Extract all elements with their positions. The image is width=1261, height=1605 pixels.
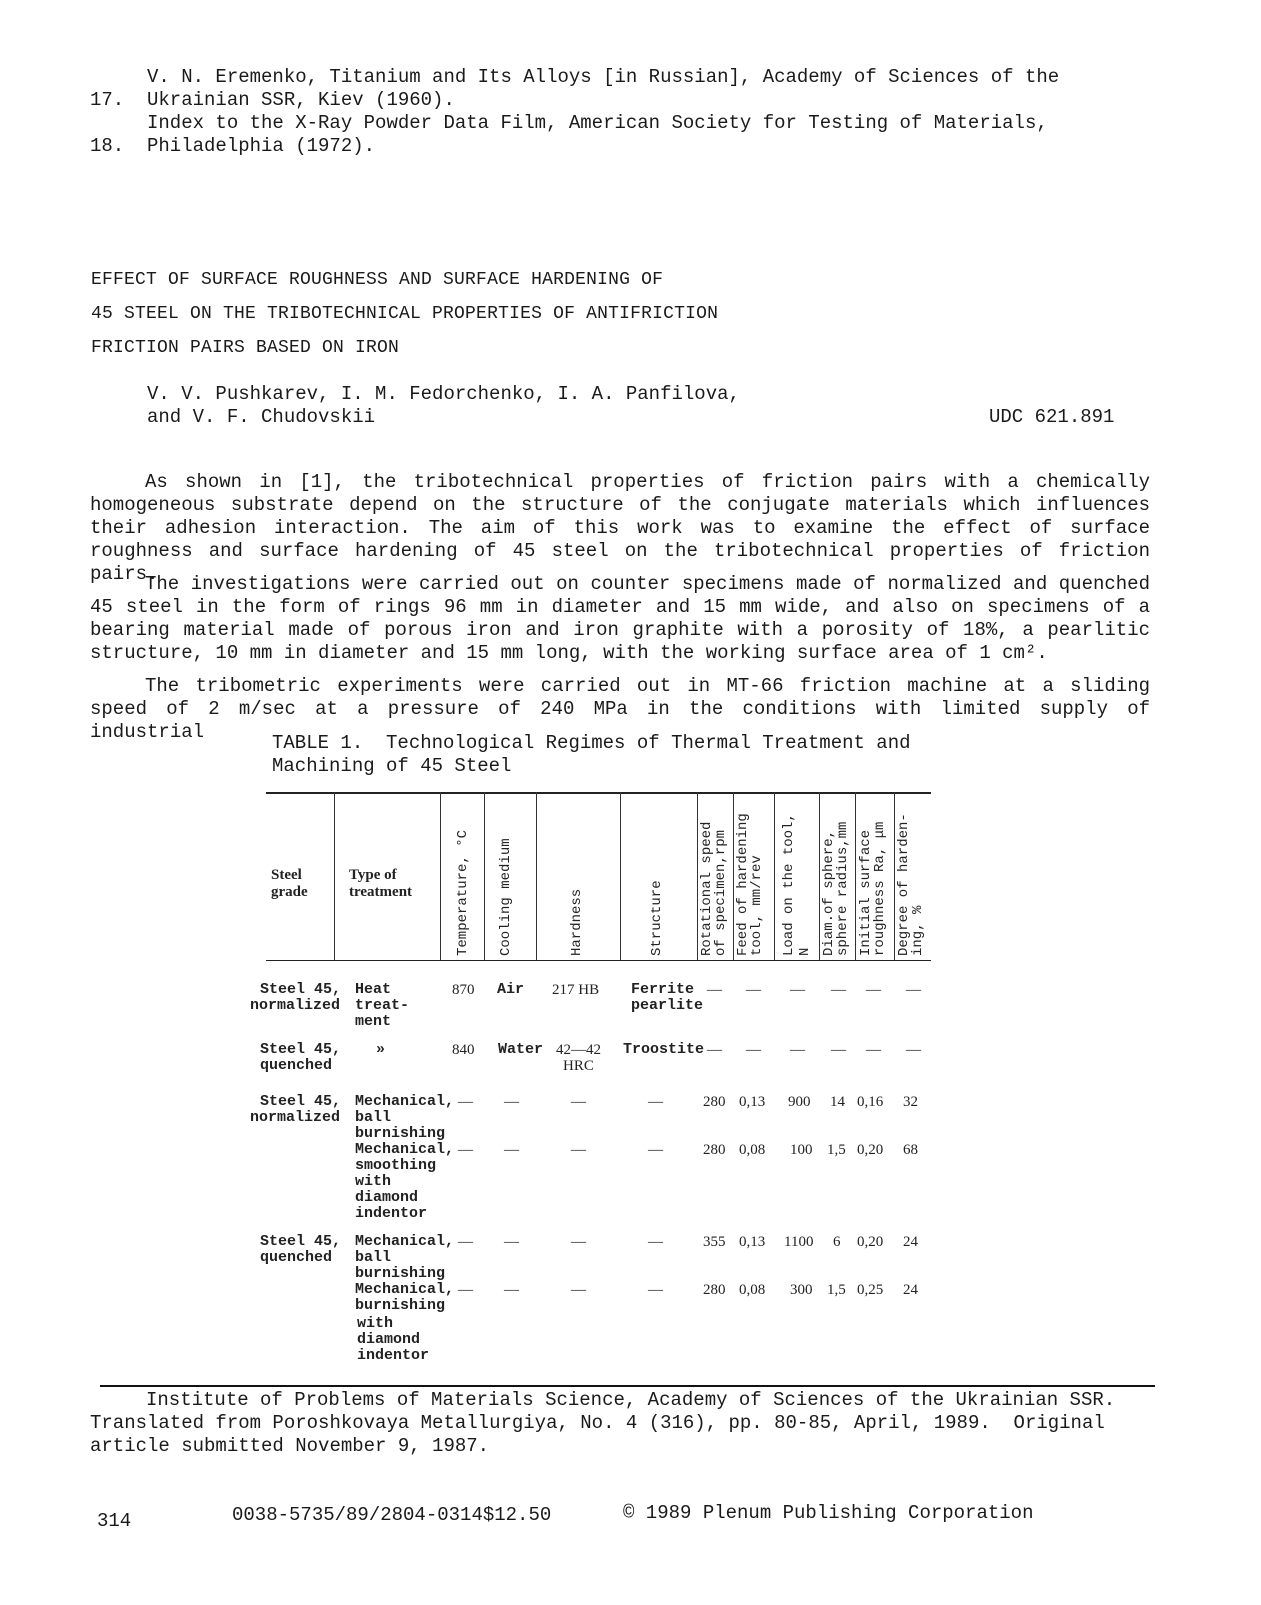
table-cell: 100: [790, 1142, 813, 1158]
table-cell: —: [831, 982, 846, 998]
table-cell: —: [571, 1234, 586, 1250]
table-cell: Mechanical,: [355, 1233, 455, 1250]
header-hardening-degree: ing, %: [910, 905, 926, 956]
table-cell: grade: [271, 884, 308, 900]
paragraph-text: The investigations were carried out on counter specimens made of normalized and quenched 45 steel in the form of rings 96 mm in diameter and 15 mm wide, and also on specimens of a bearing material made of porous iron and iron graphite with a porosity of 18%, a pearlitic structure, 10 mm in diameter and 15 mm long, with the working surface area of 1 cm².: [90, 573, 1150, 664]
table-cell: diamond: [357, 1331, 421, 1348]
table-top-rule: [266, 792, 931, 794]
table-cell: —: [648, 1142, 663, 1158]
header-roughness: Initial surface: [858, 829, 874, 956]
table-cell: Steel 45,: [260, 1233, 342, 1250]
table-cell: —: [504, 1234, 519, 1250]
header-rotational-speed: of specimen,rpm: [713, 829, 729, 956]
paragraph: [90, 573, 1150, 665]
paragraph: [90, 471, 1150, 586]
table-cell: —: [648, 1282, 663, 1298]
page-number: 314: [97, 1510, 132, 1532]
table-cell: Steel 45,: [260, 1041, 342, 1058]
table-cell: Mechanical,: [355, 1141, 455, 1158]
header-sphere-diameter: sphere radius,mm: [835, 821, 851, 956]
footnote-line: Institute of Problems of Materials Science, Academy of Sciences of the Ukrainian SSR.: [146, 1389, 1116, 1411]
header-load: N: [797, 947, 813, 956]
header-temperature: Temperature, °C: [455, 829, 471, 956]
table-cell: 0,20: [857, 1234, 884, 1250]
table-cell: ment: [355, 1013, 392, 1030]
table-cell: pearlite: [631, 997, 704, 1014]
table-cell: —: [504, 1142, 519, 1158]
table-cell: Steel 45,: [260, 981, 342, 998]
table-cell: 280: [703, 1094, 726, 1110]
header-treatment-type: [349, 885, 412, 900]
column-divider: [733, 792, 734, 960]
authors-line: V. V. Pushkarev, I. M. Fedorchenko, I. A. Panfilova,: [147, 383, 740, 405]
table-cell: Ferrite: [631, 981, 695, 998]
table-caption-line: TABLE 1. Technological Regimes of Thermal Treatment and: [272, 732, 911, 754]
table-cell: —: [504, 1282, 519, 1298]
table-cell: burnishing: [355, 1265, 446, 1282]
table-cell: ball: [355, 1109, 392, 1126]
table-cell: 0,13: [739, 1234, 766, 1250]
table-cell: 0,08: [739, 1142, 766, 1158]
header-steel-grade: [271, 868, 302, 883]
table-cell: 42—42: [556, 1042, 601, 1058]
header-feed: tool, mm/rev: [749, 855, 765, 956]
column-divider: [620, 792, 621, 960]
column-divider: [819, 792, 820, 960]
table-cell: 24: [903, 1282, 918, 1298]
table-cell: quenched: [260, 1249, 333, 1266]
reference-text-line: Philadelphia (1972).: [147, 135, 376, 157]
header-treatment-type: [349, 868, 397, 883]
table-cell: 24: [903, 1234, 918, 1250]
table-cell: 32: [903, 1094, 918, 1110]
reference-text-line: Ukrainian SSR, Kiev (1960).: [147, 89, 455, 111]
article-title-line: EFFECT OF SURFACE ROUGHNESS AND SURFACE HARDENING OF: [91, 270, 664, 290]
reference-text-line: Index to the X-Ray Powder Data Film, American Society for Testing of Materials,: [147, 112, 1048, 134]
table-cell: 1100: [784, 1234, 814, 1250]
footnote-line: article submitted November 9, 1987.: [90, 1435, 490, 1457]
table-cell: —: [746, 982, 761, 998]
udc-code: UDC 621.891: [989, 406, 1115, 428]
table-cell: —: [707, 1042, 722, 1058]
table-cell: 300: [790, 1282, 813, 1298]
table-cell: —: [790, 982, 805, 998]
table-cell: 355: [703, 1234, 726, 1250]
column-divider: [440, 792, 441, 960]
paragraph-text: As shown in [1], the tribotechnical properties of friction pairs with a chemically homogeneous substrate depend on the structure of the conjugate materials which influences their adhesion interaction. The aim of this work was to examine the effect of surface roughness and surface hardening of 45 steel on the tribotechnical properties of friction pairs.: [90, 471, 1150, 585]
table-cell: —: [790, 1042, 805, 1058]
table-cell: Water: [498, 1041, 544, 1058]
header-sphere-diameter: Diam.of sphere,: [821, 829, 837, 956]
table-cell: —: [746, 1042, 761, 1058]
table-cell: —: [906, 982, 921, 998]
table-cell: Troostite: [623, 1041, 705, 1058]
reference-number: 18.: [90, 135, 125, 157]
table-cell: with: [355, 1173, 392, 1190]
table-cell: treatment: [349, 884, 413, 900]
table-cell: 217 HB: [552, 982, 600, 998]
article-title-line: FRICTION PAIRS BASED ON IRON: [91, 338, 400, 358]
column-divider: [894, 792, 895, 960]
table-cell: Type of: [349, 867, 397, 883]
header-hardening-degree: Degree of harden-: [896, 813, 912, 956]
header-load: Load on the tool,: [781, 813, 797, 956]
table-cell: 0,25: [857, 1282, 884, 1298]
table-cell: smoothing: [355, 1157, 437, 1174]
table-cell: 0,08: [739, 1282, 766, 1298]
table-cell: quenched: [260, 1057, 333, 1074]
footnote-line: Translated from Poroshkovaya Metallurgiya, No. 4 (316), pp. 80-85, April, 1989. Original: [90, 1412, 1105, 1434]
table-cell: —: [458, 1234, 473, 1250]
paragraph-text: The tribometric experiments were carried out in MT-66 friction machine at a sliding speed of 2 m/sec at a pressure of 240 MPa in the conditions with limited supply of industrial: [90, 675, 1150, 743]
reference-18: [90, 112, 1190, 204]
column-divider: [855, 792, 856, 960]
table-cell: —: [504, 1094, 519, 1110]
table-cell: 14: [830, 1094, 845, 1110]
table-cell: Air: [497, 981, 525, 998]
table-caption-line: Machining of 45 Steel: [272, 755, 512, 777]
table-cell: —: [458, 1142, 473, 1158]
table-cell: burnishing: [355, 1125, 446, 1142]
table-cell: —: [571, 1142, 586, 1158]
table-cell: treat-: [355, 997, 410, 1014]
table-cell: —: [571, 1094, 586, 1110]
reference-text-line: V. N. Eremenko, Titanium and Its Alloys [in Russian], Academy of Sciences of the: [147, 66, 1060, 88]
table-cell: 280: [703, 1282, 726, 1298]
data-table: [250, 806, 1221, 1396]
table-cell: —: [648, 1094, 663, 1110]
table-cell: —: [571, 1282, 586, 1298]
table-cell: indentor: [355, 1205, 428, 1222]
table-cell: normalized: [250, 1109, 341, 1126]
column-divider: [536, 792, 537, 960]
article-title-line: 45 STEEL ON THE TRIBOTECHNICAL PROPERTIES OF ANTIFRICTION: [91, 304, 719, 324]
column-divider: [697, 792, 698, 960]
table-cell: »: [376, 1041, 386, 1058]
table-cell: 0,16: [857, 1094, 884, 1110]
table-cell: 900: [788, 1094, 811, 1110]
table-cell: normalized: [250, 997, 341, 1014]
table-cell: —: [831, 1042, 846, 1058]
table-cell: 0,20: [857, 1142, 884, 1158]
table-cell: —: [648, 1234, 663, 1250]
table-cell: —: [458, 1282, 473, 1298]
table-cell: Steel: [271, 867, 302, 883]
table-cell: —: [458, 1094, 473, 1110]
table-cell: —: [906, 1042, 921, 1058]
table-cell: burnishing: [355, 1297, 446, 1314]
table-cell: Steel 45,: [260, 1093, 342, 1110]
column-divider: [334, 792, 335, 960]
article-code: 0038-5735/89/2804-0314$12.50: [232, 1504, 552, 1526]
header-structure: Structure: [649, 880, 665, 956]
table-cell: 68: [903, 1142, 918, 1158]
table-header-rule: [266, 960, 931, 961]
table-cell: ball: [355, 1249, 392, 1266]
column-divider: [484, 792, 485, 960]
table-cell: 840: [452, 1042, 475, 1058]
table-cell: HRC: [563, 1058, 594, 1074]
table-cell: 6: [833, 1234, 841, 1250]
table-cell: 280: [703, 1142, 726, 1158]
table-cell: —: [707, 982, 722, 998]
header-hardness: Hardness: [569, 888, 585, 956]
copyright: © 1989 Plenum Publishing Corporation: [623, 1502, 1034, 1524]
header-feed: Feed of hardening: [735, 813, 751, 956]
table-cell: Heat: [355, 981, 392, 998]
table-cell: 870: [452, 982, 475, 998]
table-cell: Mechanical,: [355, 1281, 455, 1298]
header-roughness: roughness Ra, μm: [872, 821, 888, 956]
column-divider: [774, 792, 775, 960]
table-cell: diamond: [355, 1189, 419, 1206]
reference-number: 17.: [90, 89, 125, 111]
table-cell: —: [866, 982, 881, 998]
table-cell: 1,5: [827, 1282, 846, 1298]
header-steel-grade: [271, 885, 308, 900]
table-cell: —: [866, 1042, 881, 1058]
footnote-rule: [100, 1385, 1155, 1387]
table-cell: 1,5: [827, 1142, 846, 1158]
table-cell: Mechanical,: [355, 1093, 455, 1110]
table-cell: 0,13: [739, 1094, 766, 1110]
table-cell: indentor: [357, 1347, 430, 1364]
header-cooling-medium: Cooling medium: [498, 838, 514, 956]
authors-line: and V. F. Chudovskii: [147, 406, 376, 428]
header-rotational-speed: Rotational speed: [699, 821, 715, 956]
table-cell: with: [357, 1315, 394, 1332]
